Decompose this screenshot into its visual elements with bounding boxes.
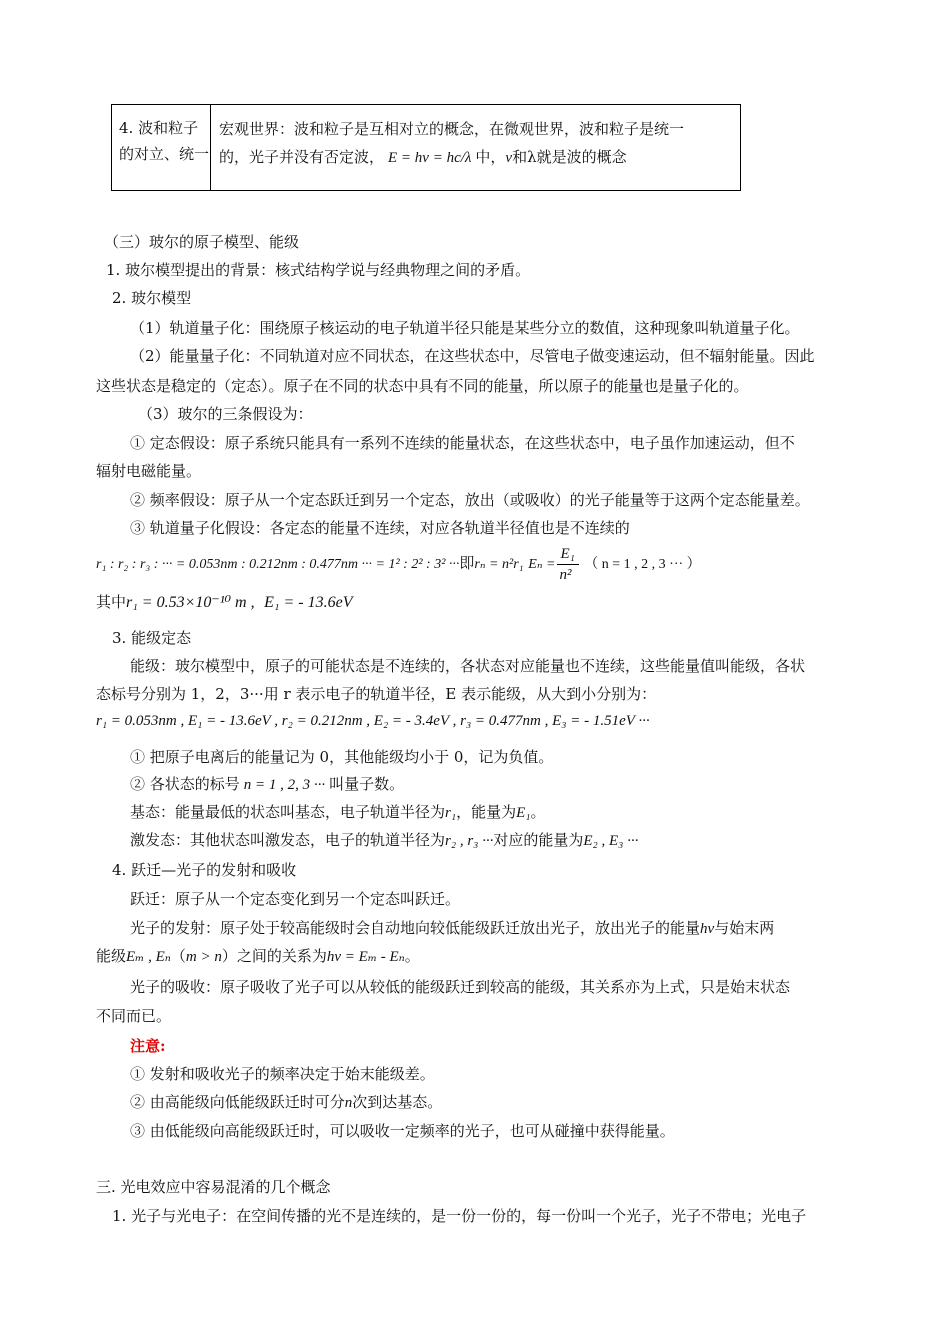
eq-n-range: （ n = 1 , 2 , 3 ··· ） [584,557,701,572]
fraction [557,544,579,584]
condition-m-gt-n: m > n [185,949,222,965]
equation-levels: r₁ = 0.053nm , E₁ = - 13.6eV , r₂ = 0.212nm , E₂ = - 3.4eV , r₃ = 0.477nm , E₃ = - 1.51eV ··· [96,713,650,729]
text: ② 各状态的标号 [130,775,240,793]
formula-e-hv: E = hν = hc/λ [388,150,472,166]
paragraph: （1）轨道量子化：围绕原子核运动的电子轨道半径只能是某些分立的数值，这种现象叫轨道量子化。 [130,319,800,337]
text: 。 [530,803,546,821]
paragraph: 1. 玻尔模型提出的背景：核式结构学说与经典物理之间的矛盾。 [106,261,531,279]
paragraph: （2）能量量子化：不同轨道对应不同状态，在这些状态中，尽管电子做变速运动，但不辐射能量。因此 [130,347,815,365]
table-divider [210,105,211,190]
text: 叫量子数。 [329,775,405,793]
fraction-denominator: n² [559,567,572,583]
text: ）之间的关系为 [221,947,327,965]
paragraph: 不同而已。 [96,1007,172,1025]
paragraph [96,946,420,967]
text: 次到达基态。 [352,1093,443,1111]
note-label: 注意: [130,1037,166,1055]
paragraph [130,830,638,851]
text: 激发态：其他状态叫激发态，电子的轨道半径为 [130,831,446,849]
quantum-numbers: n = 1 , 2, 3 ··· [243,777,326,793]
paragraph: ① 发射和吸收光子的频率决定于始末能级差。 [130,1065,435,1083]
symbol-e2-e3: E₂ , E₃ ··· [583,833,639,849]
subheading: 4. 跃迁—光子的发射和吸收 [112,861,297,879]
paragraph: ③ 由低能级向高能级跃迁时，可以吸收一定频率的光子，也可从碰撞中获得能量。 [130,1122,675,1140]
paragraph: 态标号分别为 1，2，3···用 r 表示电子的轨道半径，E 表示能级，从大到小分别为： [96,685,657,703]
symbol-em-en: Eₘ , Eₙ [126,949,171,965]
text: 与始末两 [714,919,775,937]
paragraph: 光子的吸收：原子吸收了光子可以从较低的能级跃迁到较高的能级，其关系亦为上式，只是始末状态 [130,978,791,996]
paragraph: （3）玻尔的三条假设为： [138,405,313,423]
symbol-r2-r3: r₂ , r₃ ··· [445,833,494,849]
symbol-nu: ν [505,150,513,166]
text: 和λ就是波的概念 [512,148,627,166]
paragraph: 1. 光子与光电子：在空间传播的光不是连续的，是一份一份的，每一份叫一个光子，光子不带电；光电子 [112,1207,807,1225]
text: 即 [459,554,475,572]
text: （ [170,947,186,965]
paragraph: ① 把原子电离后的能量记为 0，其他能级均小于 0，记为负值。 [130,748,554,766]
eq-e1-value: E₁ = - 13.6eV [264,594,353,611]
equation-constants [96,592,353,613]
eq-r1-value: r₁ = 0.53×10⁻¹⁰ m , [126,594,255,611]
paragraph [130,918,774,939]
fraction-numerator: E₁ [560,546,575,562]
equation-radius-ratio [96,543,701,585]
symbol-e1: E₁ [516,805,531,821]
eq-en: Eₙ = [528,557,556,572]
paragraph: 能级：玻尔模型中，原子的可能状态是不连续的，各状态对应能量也不连续，这些能量值叫能级，各状 [130,657,806,675]
paragraph: ② 频率假设：原子从一个定态跃迁到另一个定态，放出（或吸收）的光子能量等于这两个定态能量差。 [130,491,810,509]
paragraph [130,802,546,823]
text: 中， [475,148,506,166]
section-heading: 三. 光电效应中容易混淆的几个概念 [96,1178,331,1196]
table-left-cell: 4. 波和粒子的对立、统一 [119,119,210,163]
text: 其中 [96,593,127,611]
paragraph: 辐射电磁能量。 [96,462,202,480]
table-right-line-1: 宏观世界：波和粒子是互相对立的概念，在微观世界，波和粒子是统一 [219,120,685,138]
subheading: 2. 玻尔模型 [112,289,192,307]
eq-rn: rₙ = n²r₁ [474,557,524,572]
paragraph: 这些状态是稳定的（定态）。原子在不同的状态中具有不同的能量，所以原子的能量也是量子化的。 [96,377,749,395]
paragraph: ① 定态假设：原子系统只能具有一系列不连续的能量状态，在这些状态中，电子虽作加速运动，但不 [130,434,795,452]
text: ，能量为 [456,803,517,821]
paragraph: ③ 轨道量子化假设：各定态的能量不连续，对应各轨道半径值也是不连续的 [130,519,630,537]
symbol-n: n [344,1095,353,1111]
formula-hv-em-en: hν = Eₘ - Eₙ [326,949,405,965]
paragraph: 跃迁：原子从一个定态变化到另一个定态叫跃迁。 [130,890,461,908]
symbol-hv: hν [700,921,715,937]
text: 对应的能量为 [493,831,584,849]
text: 能级 [96,947,127,965]
section-heading: （三）玻尔的原子模型、能级 [104,233,300,251]
text: 光子的发射：原子处于较高能级时会自动地向较低能级跃迁放出光子，放出光子的能量 [130,919,701,937]
concept-table [111,104,741,191]
text: ② 由高能级向低能级跃迁时可分 [130,1093,345,1111]
paragraph [130,774,404,795]
paragraph [130,1092,442,1113]
text: 基态：能量最低的状态叫基态，电子轨道半径为 [130,803,446,821]
text: 的，光子并没有否定波， [219,148,385,166]
subheading: 3. 能级定态 [112,629,192,647]
symbol-r1: r₁ [445,805,457,821]
eq-ratio: r₁ : r₂ : r₃ : ··· = 0.053nm : 0.212nm : 0.477nm ··· = 1² : 2² : 3² ··· [96,557,460,572]
table-right-cell [219,115,739,172]
table-right-line-2 [219,143,739,172]
text: 。 [404,947,420,965]
